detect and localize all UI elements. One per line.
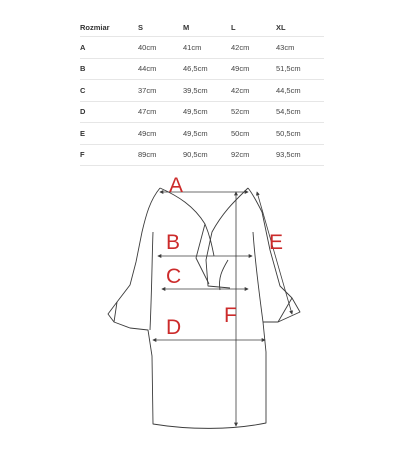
cell: 39,5cm [183, 80, 231, 102]
cell: 44,5cm [276, 80, 324, 102]
cell: 43cm [276, 37, 324, 59]
row-label: D [80, 101, 138, 123]
cell: 47cm [138, 101, 183, 123]
header-m: M [183, 18, 231, 37]
label-c: C [166, 265, 182, 288]
cell: 92cm [231, 144, 276, 166]
header-s: S [138, 18, 183, 37]
row-label: A [80, 37, 138, 59]
cell: 44cm [138, 58, 183, 80]
cell: 49,5cm [183, 123, 231, 145]
cell: 41cm [183, 37, 231, 59]
row-label: F [80, 144, 138, 166]
header-l: L [231, 18, 276, 37]
header-xl: XL [276, 18, 324, 37]
cell: 49cm [231, 58, 276, 80]
cell: 40cm [138, 37, 183, 59]
cell: 42cm [231, 37, 276, 59]
row-label: C [80, 80, 138, 102]
cell: 42cm [231, 80, 276, 102]
row-label: B [80, 58, 138, 80]
cell: 54,5cm [276, 101, 324, 123]
measurement-lines [153, 192, 292, 426]
dress-outline [108, 188, 300, 428]
label-b: B [166, 231, 181, 254]
cell: 89cm [138, 144, 183, 166]
cell: 90,5cm [183, 144, 231, 166]
cell: 49cm [138, 123, 183, 145]
cell: 37cm [138, 80, 183, 102]
label-f: F [224, 304, 237, 327]
label-d: D [166, 316, 182, 339]
cell: 50,5cm [276, 123, 324, 145]
cell: 49,5cm [183, 101, 231, 123]
cell: 52cm [231, 101, 276, 123]
label-a: A [169, 174, 184, 197]
cell: 51,5cm [276, 58, 324, 80]
cell: 93,5cm [276, 144, 324, 166]
cell: 50cm [231, 123, 276, 145]
cell: 46,5cm [183, 58, 231, 80]
header-size: Rozmiar [80, 18, 138, 37]
row-label: E [80, 123, 138, 145]
label-e: E [269, 231, 284, 254]
